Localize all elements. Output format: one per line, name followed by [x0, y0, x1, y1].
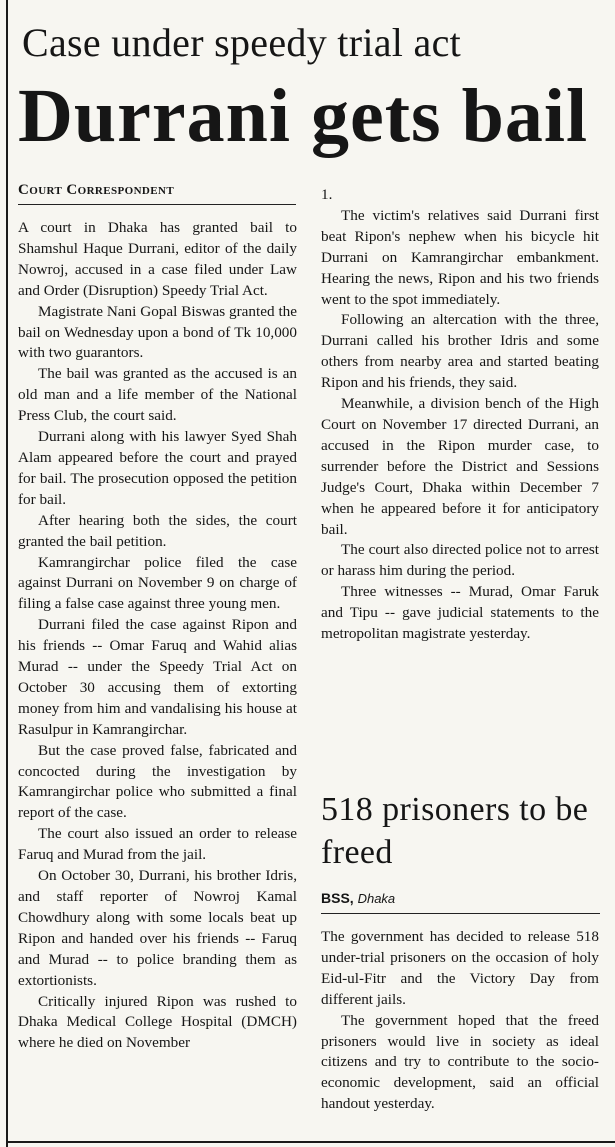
body-paragraph: Kamrangirchar police filed the case against Durrani on November 9 on charge of filing a false case against three young men. — [18, 553, 297, 613]
news-agency: BSS, — [321, 890, 354, 906]
dateline-place: Dhaka — [357, 891, 396, 906]
body-paragraph: A court in Dhaka has granted bail to Shamshul Haque Durrani, editor of the daily Nowroj, accused in a case filed under Law and Order (Disruption) Speedy Trial Act. — [18, 219, 297, 299]
sidebar-story-byline — [321, 890, 395, 906]
continued-fragment: 1. — [321, 186, 333, 203]
body-paragraph: The victim's relatives said Durrani first beat Ripon's nephew when his bicycle hit Durrani on Kamrangirchar embankment. Hearing the news, Ripon and his two friends went to the spot immediately. — [321, 206, 599, 308]
byline-divider — [18, 204, 296, 205]
body-paragraph: The bail was granted as the accused is an old man and a life member of the National Press Club, the court said. — [18, 365, 297, 425]
left-border-rule — [6, 0, 8, 1147]
body-paragraph: After hearing both the sides, the court granted the bail petition. — [18, 511, 297, 550]
body-paragraph: Durrani filed the case against Ripon and his friends -- Omar Faruq and Wahid alias Murad -- under the Speedy Trial Act on October 30 accusing them of extorting money from him and vandalising his house at Rasulpur in Kamrangirchar. — [18, 616, 297, 738]
body-paragraph: Critically injured Ripon was rushed to Dhaka Medical College Hospital (DMCH) where he died on November — [18, 992, 297, 1052]
article-column-left — [18, 218, 297, 1054]
article-headline: Durrani gets bail — [18, 74, 589, 158]
body-paragraph: Meanwhile, a division bench of the High Court on November 17 directed Durrani, an accused in the Ripon murder case, to surrender before the District and Sessions Judge's Court, Dhaka within December 7 when he appeared before it for anticipatory bail. — [321, 395, 599, 538]
body-paragraph: Magistrate Nani Gopal Biswas granted the bail on Wednesday upon a bond of Tk 10,000 with two guarantors. — [18, 302, 297, 362]
sidebar-byline-divider — [321, 913, 600, 914]
body-paragraph: But the case proved false, fabricated and concocted during the investigation by Kamrangirchar police who submitted a final report of the case. — [18, 741, 297, 822]
body-paragraph: Durrani along with his lawyer Syed Shah Alam appeared before the court and prayed for bail. The prosecution opposed the petition for bail. — [18, 428, 297, 508]
body-paragraph: Following an altercation with the three, Durrani called his brother Idris and some others from nearby area and started beating Ripon and his friends, they said. — [321, 311, 599, 392]
bottom-border-rule — [6, 1141, 615, 1143]
body-paragraph: The government has decided to release 518 under-trial prisoners on the occasion of holy Eid-ul-Fitr and the Victory Day from different jails. — [321, 928, 599, 1008]
body-paragraph: The court also issued an order to release Faruq and Murad from the jail. — [18, 825, 297, 864]
sidebar-story-body — [321, 927, 599, 1115]
article-column-right — [321, 185, 599, 645]
sidebar-story-headline: 518 prisoners to be freed — [321, 791, 589, 871]
body-paragraph: Three witnesses -- Murad, Omar Faruk and Tipu -- gave judicial statements to the metropolitan magistrate yesterday. — [321, 583, 599, 643]
body-paragraph: The government hoped that the freed prisoners would live in society as ideal citizens and try to contribute to the socio-economic development, said an official handout yesterday. — [321, 1011, 599, 1113]
body-paragraph: The court also directed police not to arrest or harass him during the period. — [321, 541, 599, 580]
body-paragraph: On October 30, Durrani, his brother Idris, and staff reporter of Nowroj Kamal Chowdhury along with some locals beat up Ripon and handed over his friends -- Faruq and Murad -- to police branding them as extortionists. — [18, 867, 297, 989]
article-byline: Court Correspondent — [18, 182, 175, 198]
article-kicker: Case under speedy trial act — [22, 20, 462, 65]
